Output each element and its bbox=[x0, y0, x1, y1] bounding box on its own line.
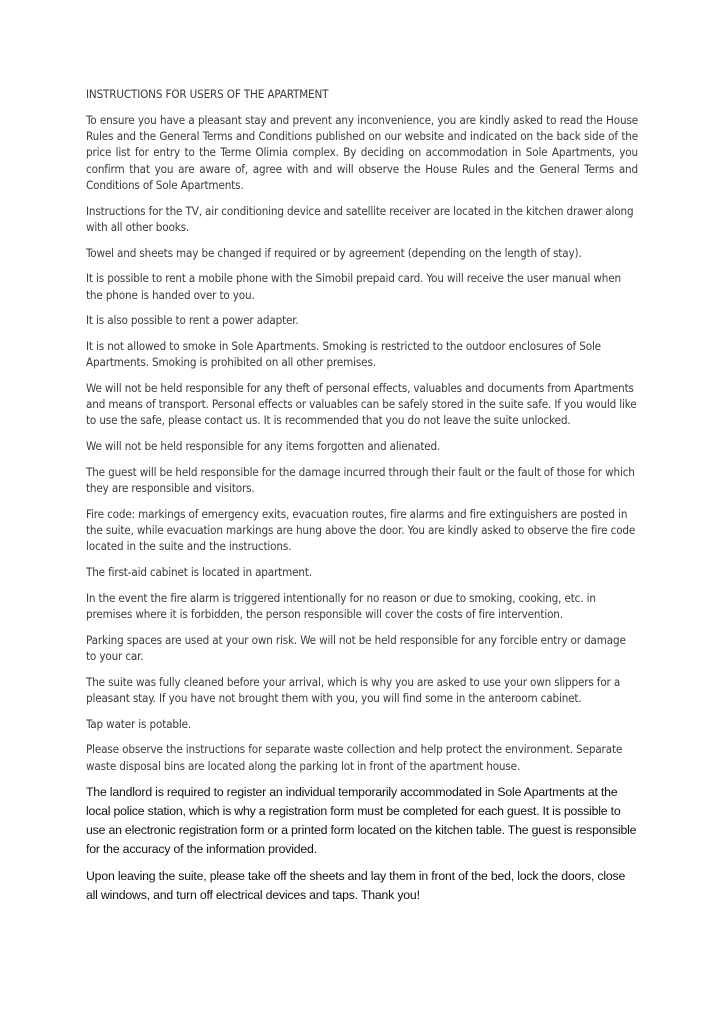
paragraph-forgotten-items: We will not be held responsible for any items forgotten and alienated. bbox=[86, 439, 441, 454]
paragraph-registration: The landlord is required to register an individual temporarily accommodated in Sole Apartments at the local police station, which is why a registration form must be completed for each guest. It is possible to use an electronic registration form or a printed form located on the kitchen table. The guest is responsible for the accuracy of the information provided. bbox=[86, 785, 637, 856]
document-page bbox=[86, 86, 638, 914]
rules-section bbox=[86, 86, 638, 774]
paragraph-towels-sheets: Towel and sheets may be changed if required or by agreement (depending on the length of stay). bbox=[86, 245, 582, 260]
paragraph-mobile-phone: It is possible to rent a mobile phone with the Simobil prepaid card. You will receive the user manual when the phone is handed over to you. bbox=[86, 271, 622, 302]
paragraph-theft: We will not be held responsible for any theft of personal effects, valuables and documents from Apartments and means of transport. Personal effects or valuables can be safely stored in the suite safe. If you would like to use the safe, please contact us. It is recommended that you do not leave the suite unlocked. bbox=[86, 380, 637, 428]
paragraph-fire-code: Fire code: markings of emergency exits, evacuation routes, fire alarms and fire extinguishers are posted in the suite, while evacuation markings are hung above the door. You are kindly asked to observe the fire code located in the suite and the instructions. bbox=[86, 506, 636, 554]
paragraph-departure: Upon leaving the suite, please take off the sheets and lay them in front of the bed, lock the doors, close all windows, and turn off electrical devices and taps. Thank you! bbox=[86, 869, 626, 902]
paragraph-first-aid: The first-aid cabinet is located in apartment. bbox=[86, 565, 312, 580]
closing-section bbox=[86, 783, 638, 904]
paragraph-instructions-location: Instructions for the TV, air conditioning device and satellite receiver are located in the kitchen drawer along with all other books. bbox=[86, 203, 634, 234]
paragraph-house-rules: To ensure you have a pleasant stay and prevent any inconvenience, you are kindly asked to read the House Rules and the General Terms and Conditions published on our website and indicated on the back side of the price list for entry to the Terme Olimia complex. By deciding on accommodation in Sole Apartments, you confirm that you are aware of, agree with and will observe the House Rules and the General Terms and Conditions of Sole Apartments. bbox=[86, 112, 638, 192]
paragraph-fire-alarm: In the event the fire alarm is triggered intentionally for no reason or due to smoking, cooking, etc. in premises where it is forbidden, the person responsible will cover the costs of fire intervention. bbox=[86, 590, 596, 622]
paragraph-power-adapter: It is also possible to rent a power adapter. bbox=[86, 313, 299, 328]
paragraph-slippers: The suite was fully cleaned before your arrival, which is why you are asked to use your own slippers for a pleasant stay. If you have not brought them with you, you will find some in the anteroom cabinet. bbox=[86, 674, 621, 706]
paragraph-damage: The guest will be held responsible for the damage incurred through their fault or the fault of those for which they are responsible and visitors. bbox=[86, 464, 635, 496]
document-title: INSTRUCTIONS FOR USERS OF THE APARTMENT bbox=[86, 87, 329, 101]
paragraph-tap-water: Tap water is potable. bbox=[86, 716, 192, 731]
paragraph-parking: Parking spaces are used at your own risk. We will not be held responsible for any forcible entry or damage to your car. bbox=[86, 632, 626, 664]
paragraph-smoking: It is not allowed to smoke in Sole Apartments. Smoking is restricted to the outdoor enclosures of Sole Apartments. Smoking is prohibited on all other premises. bbox=[86, 338, 601, 370]
paragraph-waste: Please observe the instructions for separate waste collection and help protect the environment. Separate waste disposal bins are located along the parking lot in front of the apartment house. bbox=[86, 742, 623, 773]
